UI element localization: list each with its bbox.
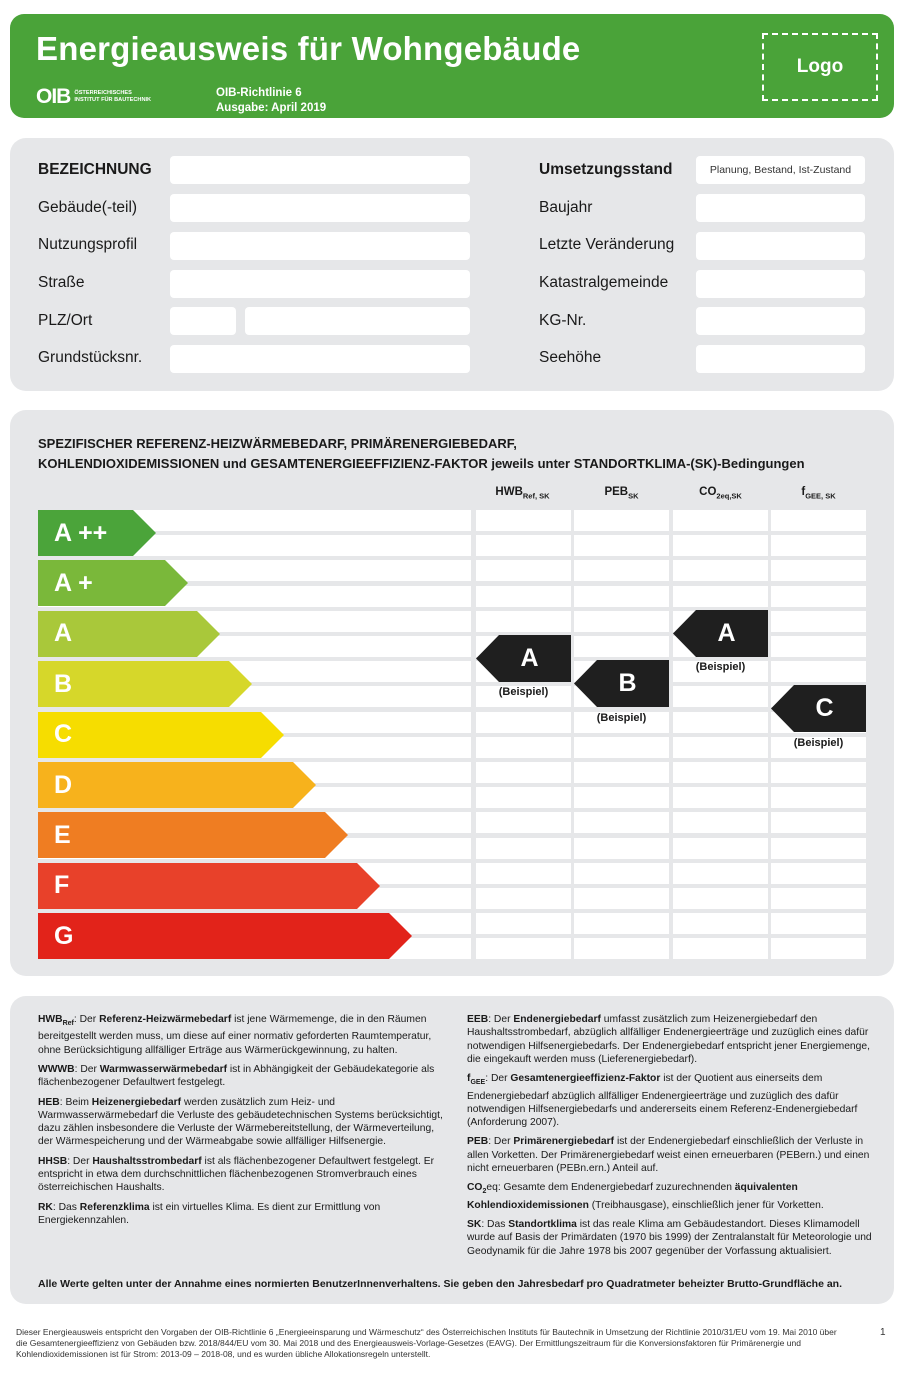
glossary-title: Primärenergiebedarf xyxy=(513,1136,615,1148)
oib-org-name xyxy=(74,90,151,104)
marker-peb-caption: (Beispiel) xyxy=(596,712,647,724)
glossary-pre: : Beim xyxy=(59,1096,92,1108)
ort-field[interactable] xyxy=(245,307,470,335)
grid-cell xyxy=(574,636,669,657)
glossary-text: (Treibhausgase), einschließlich jener für Vorketten. xyxy=(588,1199,824,1211)
marker-co2-letter: A xyxy=(717,619,736,647)
grid-cell xyxy=(771,888,866,909)
grid-cell xyxy=(574,913,669,934)
rating-class-arrow xyxy=(38,712,284,758)
grid-cell xyxy=(476,787,571,808)
rating-class-label: B xyxy=(54,669,73,698)
oib-org-name-line2: INSTITUT FÜR BAUTECHNIK xyxy=(74,96,152,103)
glossary-title: Haushaltsstrombedarf xyxy=(92,1155,202,1167)
rating-heading-line1: SPEZIFISCHER REFERENZ-HEIZWÄRMEBEDARF, PRIMÄRENERGIEBEDARF, xyxy=(38,436,517,451)
rating-class-label: A ++ xyxy=(54,518,108,547)
glossary-text: werden zusätzlich zum Heiz- und Warmwasserwärmebedarf die Verluste des gebäudetechnischen Systems berücksichtigt, dazu zählen insbesondere die Verluste der Wärmebereitstellung, der Wärmeverteilung, der Wärmespeicherung und der Wärmeabgabe sowie allfälliger Hilfsenergie. xyxy=(38,1096,443,1148)
grundstuecksnr-field[interactable] xyxy=(170,345,470,373)
grid-cell xyxy=(673,863,768,884)
footnote: Dieser Energieausweis entspricht den Vorgaben der OIB-Richtlinie 6 „Energieeinsparung und Wärmeschutz“ des Österreichischen Instituts für Bautechnik in Umsetzung der Richtlinie 2010/31/EU vom 19. Mai 2010 über die Gesamtenergieeffizienz von Gebäuden bzw. 2018/844/EU vom 30. Mai 2018 und des Energieausweis-Vorlage-Gesetzes (EAVG). Der Ermittlungszeitraum für die Konversionsfaktoren für Primärenergie und Kohlendioxidemissionen ist für Strom: 2013-09 – 2018-08, und es wurden übliche Allokationsregeln unterstellt. xyxy=(16,1327,837,1359)
glossary-item xyxy=(467,1013,875,1066)
grid-cell xyxy=(476,838,571,859)
grid-cell xyxy=(574,838,669,859)
grid-cell xyxy=(673,535,768,556)
grid-cell xyxy=(771,938,866,959)
rating-class-label: A + xyxy=(54,568,93,597)
grid-cell xyxy=(771,586,866,607)
katastralgemeinde-field[interactable] xyxy=(696,270,865,298)
label-grundstuecksnr: Grundstücksnr. xyxy=(38,349,143,366)
marker-peb xyxy=(574,660,669,707)
rating-class-arrow xyxy=(38,611,220,657)
glossary-text: ist der Endenergiebedarf einschließlich der Verluste in allen Vorketten. Der Primärenergiebedarf weist einen erneuerbaren (PEBern.) und einen nicht erneuerbaren (PEBn.ern.) Anteil auf. xyxy=(467,1136,870,1175)
guideline-name: OIB-Richtlinie 6 xyxy=(216,87,302,99)
grid-cell xyxy=(574,586,669,607)
grid-cell xyxy=(574,510,669,531)
grid-cell xyxy=(574,560,669,581)
marker-hwb-caption: (Beispiel) xyxy=(498,686,549,698)
building-info-panel xyxy=(10,138,894,391)
glossary-pre: : Das xyxy=(481,1218,509,1230)
glossary-item xyxy=(38,1096,446,1149)
grid-cell xyxy=(574,787,669,808)
grid-cell xyxy=(673,510,768,531)
oib-logo xyxy=(36,86,151,107)
rating-class-arrow xyxy=(38,913,412,959)
grid-cell xyxy=(476,535,571,556)
label-strasse: Straße xyxy=(38,274,85,291)
seehoehe-field[interactable] xyxy=(696,345,865,373)
glossary-term: PEB xyxy=(467,1136,489,1148)
glossary-panel xyxy=(10,996,894,1304)
grid-cell xyxy=(771,560,866,581)
rating-class-arrow xyxy=(38,863,380,909)
grid-cell xyxy=(771,838,866,859)
column-header-hwb-main: HWB xyxy=(495,486,523,498)
grid-cell xyxy=(574,938,669,959)
glossary-item xyxy=(38,1155,446,1195)
column-header-co2-main: CO xyxy=(699,486,717,498)
nutzungsprofil-field[interactable] xyxy=(170,232,470,260)
grid-cell xyxy=(673,787,768,808)
column-header-hwb-sub: Ref, SK xyxy=(522,491,550,501)
column-header-fgee-main: f xyxy=(801,486,806,498)
column-header-peb-main: PEB xyxy=(604,486,629,498)
grid-cell xyxy=(771,510,866,531)
glossary-pre: : Der xyxy=(74,1063,100,1075)
letzte-veraenderung-field[interactable] xyxy=(696,232,865,260)
bezeichnung-field[interactable] xyxy=(170,156,470,184)
grid-cell xyxy=(771,812,866,833)
glossary-term-sub: 2 xyxy=(482,1188,487,1196)
glossary-pre: : Der xyxy=(488,1014,514,1025)
kg-nr-field[interactable] xyxy=(696,307,865,335)
glossary-text: ist der Quotient aus einerseits dem Endenergiebedarf abzüglich allfälliger Endenergieerträge und zuzüglich des dafür notwendigen Hilfsenergiebedarfs und andererseits einem Referenz-Endenergiebedarf (Anforderung 2007). xyxy=(467,1073,858,1129)
rating-class-arrow xyxy=(38,812,348,858)
glossary-text: ist jene Wärmemenge, die in den Räumen bereitgestellt werden muss, um diese auf einer normativ geforderten Raumtemperatur, ohne Berücksichtigung allfälliger Erträge aus Wärmerückgewinnung, zu halten. xyxy=(38,1014,432,1056)
marker-fgee xyxy=(771,685,866,732)
label-baujahr: Baujahr xyxy=(539,199,593,216)
glossary-term: EEB xyxy=(467,1014,489,1025)
glossary-left-column xyxy=(38,1013,446,1233)
rating-class-arrow-shape xyxy=(38,812,348,858)
logo-placeholder[interactable]: Logo xyxy=(762,33,878,101)
page-number: 1 xyxy=(880,1327,886,1338)
grid-cell xyxy=(673,712,768,733)
grid-cell xyxy=(476,712,571,733)
grid-cell xyxy=(574,888,669,909)
grid-cell xyxy=(771,863,866,884)
glossary-title: Standortklima xyxy=(508,1218,577,1230)
column-header-hwb xyxy=(475,486,570,500)
glossary-title: äquivalenten Kohlendioxidemissionen xyxy=(467,1182,798,1211)
grid-cell xyxy=(476,863,571,884)
glossary-pre: : Der xyxy=(488,1136,514,1148)
glossary-item xyxy=(38,1201,446,1228)
glossary-term: CO xyxy=(467,1182,483,1194)
glossary-term-sub: GEE xyxy=(470,1079,486,1087)
grid-cell xyxy=(574,535,669,556)
glossary-right-column xyxy=(467,1013,875,1264)
marker-fgee-letter: C xyxy=(815,694,834,722)
glossary-title: Gesamtenergieeffizienz-Faktor xyxy=(510,1073,661,1085)
grid-cell xyxy=(673,737,768,758)
rating-class-arrow xyxy=(38,762,316,808)
glossary-text: ist als flächenbezogener Defaultwert festgelegt. Er entspricht in etwa dem durchschnittlichen flächenbezogenen Stromverbrauch eines österreichischen Haushalts. xyxy=(38,1155,435,1194)
label-seehoehe: Seehöhe xyxy=(539,349,602,366)
glossary-title: Endenergiebedarf xyxy=(513,1014,601,1025)
baujahr-field[interactable] xyxy=(696,194,865,222)
grid-cell xyxy=(476,913,571,934)
grid-cell xyxy=(771,913,866,934)
rating-class-arrow xyxy=(38,510,156,556)
column-header-co2 xyxy=(673,486,768,500)
grid-cell xyxy=(673,938,768,959)
grid-cell xyxy=(476,510,571,531)
grid-cell xyxy=(574,611,669,632)
gebaeude-teil-field[interactable] xyxy=(170,194,470,222)
column-header-fgee xyxy=(771,486,866,500)
column-header-peb xyxy=(574,486,669,500)
glossary-title: Heizenergiebedarf xyxy=(91,1096,182,1108)
oib-mark: OIB xyxy=(36,85,71,108)
header-banner xyxy=(10,14,894,118)
rating-class-label: E xyxy=(54,820,71,849)
grid-cell xyxy=(476,812,571,833)
grid-cell xyxy=(673,762,768,783)
label-umsetzungsstand: Umsetzungsstand xyxy=(539,161,673,178)
column-header-peb-sub: SK xyxy=(628,491,639,501)
umsetzungsstand-field[interactable]: Planung, Bestand, Ist-Zustand xyxy=(696,156,865,184)
glossary-text: umfasst zusätzlich zum Heizenergiebedarf den Haushaltsstrombedarf, abzüglich allfälliger Endenergieerträge und zuzüglich eines dafür notwendigen Hilfsenergiebedarfs. Der Endenergiebedarf entspricht jener Energiemenge, die eingekauft werden muss (Lieferenergiebedarf). xyxy=(467,1014,870,1065)
label-katastralgemeinde: Katastralgemeinde xyxy=(539,274,669,291)
grid-cell xyxy=(771,787,866,808)
oib-org-name-line1: ÖSTERREICHISCHES xyxy=(74,89,132,96)
glossary-item xyxy=(38,1013,446,1057)
energy-rating-panel xyxy=(10,410,894,976)
label-nutzungsprofil: Nutzungsprofil xyxy=(38,236,138,253)
label-kg-nr: KG-Nr. xyxy=(539,312,587,329)
grid-cell xyxy=(574,737,669,758)
grid-cell xyxy=(476,737,571,758)
glossary-item xyxy=(467,1135,875,1175)
grid-cell xyxy=(673,888,768,909)
rating-class-arrow-shape xyxy=(38,913,412,959)
rating-class-arrow-shape xyxy=(38,712,284,758)
glossary-item xyxy=(38,1063,446,1090)
grid-cell xyxy=(476,586,571,607)
grid-cell xyxy=(476,938,571,959)
glossary-pre: : Der xyxy=(73,1014,100,1025)
glossary-pre: : Der xyxy=(485,1073,511,1085)
glossary-pre: : Das xyxy=(52,1201,80,1213)
marker-co2-caption: (Beispiel) xyxy=(695,661,746,673)
label-bezeichnung: BEZEICHNUNG xyxy=(38,161,152,178)
page-title: Energieausweis für Wohngebäude xyxy=(36,30,581,67)
grid-cell xyxy=(574,863,669,884)
glossary-text: ist ein virtuelles Klima. Es dient zur Ermittlung von Energiekennzahlen. xyxy=(38,1201,381,1226)
glossary-item xyxy=(467,1072,875,1129)
marker-hwb xyxy=(476,635,571,682)
grid-cell xyxy=(771,636,866,657)
grid-cell xyxy=(476,888,571,909)
column-header-fgee-sub: GEE, SK xyxy=(805,491,836,501)
glossary-item xyxy=(467,1218,875,1258)
rating-class-arrow-shape xyxy=(38,762,316,808)
grid-cell xyxy=(673,586,768,607)
glossary-title: Referenz-Heizwärmebedarf xyxy=(99,1014,232,1025)
rating-class-arrow-shape xyxy=(38,863,380,909)
strasse-field[interactable] xyxy=(170,270,470,298)
glossary-pre: eq: Gesamte dem Endenergiebedarf zuzurechnenden xyxy=(486,1182,735,1194)
marker-peb-letter: B xyxy=(618,669,637,697)
marker-co2 xyxy=(673,610,768,657)
rating-class-arrow xyxy=(38,560,188,606)
rating-class-label: F xyxy=(54,871,70,900)
glossary-term: WWWB xyxy=(38,1063,75,1075)
grid-cell xyxy=(574,812,669,833)
grid-cell xyxy=(673,812,768,833)
label-gebaeude-teil: Gebäude(-teil) xyxy=(38,199,138,216)
glossary-footer: Alle Werte gelten unter der Annahme eines normierten BenutzerInnenverhaltens. Sie geben den Jahresbedarf pro Quadratmeter beheizter Brutto-Grundfläche an. xyxy=(38,1278,843,1290)
glossary-term: HHSB xyxy=(38,1155,68,1167)
rating-heading-line2: KOHLENDIOXIDEMISSIONEN und GESAMTENERGIEEFFIZIENZ-FAKTOR jeweils unter STANDORTKLIMA-(SK)-Bedingungen xyxy=(38,456,805,471)
glossary-term: f xyxy=(467,1073,471,1085)
glossary-title: Referenzklima xyxy=(79,1201,150,1213)
plz-field[interactable] xyxy=(170,307,236,335)
glossary-term: HEB xyxy=(38,1096,60,1108)
glossary-item xyxy=(467,1181,875,1212)
grid-cell xyxy=(673,686,768,707)
glossary-term: RK xyxy=(38,1201,53,1213)
glossary-text: ist in Abhängigkeit der Gebäudekategorie als flächenbezogener Defaultwert festgelegt. xyxy=(38,1063,435,1089)
grid-cell xyxy=(771,535,866,556)
glossary-text: ist das reale Klima am Gebäudestandort. Dieses Klimamodell wurde auf Basis der Primärdaten (1970 bis 1999) der Zentralanstalt für Meteorologie und Geodynamik für die Jahre 1978 bis 2007 gegenüber der Vorfassung aktualisiert. xyxy=(467,1218,872,1257)
marker-fgee-caption: (Beispiel) xyxy=(793,737,844,749)
grid-cell xyxy=(673,838,768,859)
rating-heading xyxy=(38,434,805,474)
label-letzte-veraenderung: Letzte Veränderung xyxy=(539,236,675,253)
glossary-pre: : Der xyxy=(67,1155,93,1167)
glossary-title: Warmwasserwärmebedarf xyxy=(99,1063,228,1075)
guideline-edition: Ausgabe: April 2019 xyxy=(216,102,327,114)
glossary-term: HWB xyxy=(38,1014,63,1025)
glossary-term: SK xyxy=(467,1218,482,1230)
rating-class-arrow xyxy=(38,661,252,707)
grid-cell xyxy=(771,762,866,783)
rating-class-label: D xyxy=(54,770,73,799)
grid-cell xyxy=(771,661,866,682)
grid-cell xyxy=(771,611,866,632)
grid-cell xyxy=(476,611,571,632)
column-header-co2-sub: 2eq,SK xyxy=(716,491,742,501)
glossary-term-sub: Ref xyxy=(62,1020,74,1028)
guideline-info xyxy=(216,86,326,116)
label-plz-ort: PLZ/Ort xyxy=(38,312,93,329)
grid-cell xyxy=(476,560,571,581)
marker-hwb-letter: A xyxy=(520,644,539,672)
grid-cell xyxy=(673,913,768,934)
grid-cell xyxy=(476,762,571,783)
grid-cell xyxy=(673,560,768,581)
rating-class-label: A xyxy=(54,619,73,648)
rating-class-label: C xyxy=(54,720,73,749)
rating-class-label: G xyxy=(54,921,74,950)
grid-cell xyxy=(574,762,669,783)
